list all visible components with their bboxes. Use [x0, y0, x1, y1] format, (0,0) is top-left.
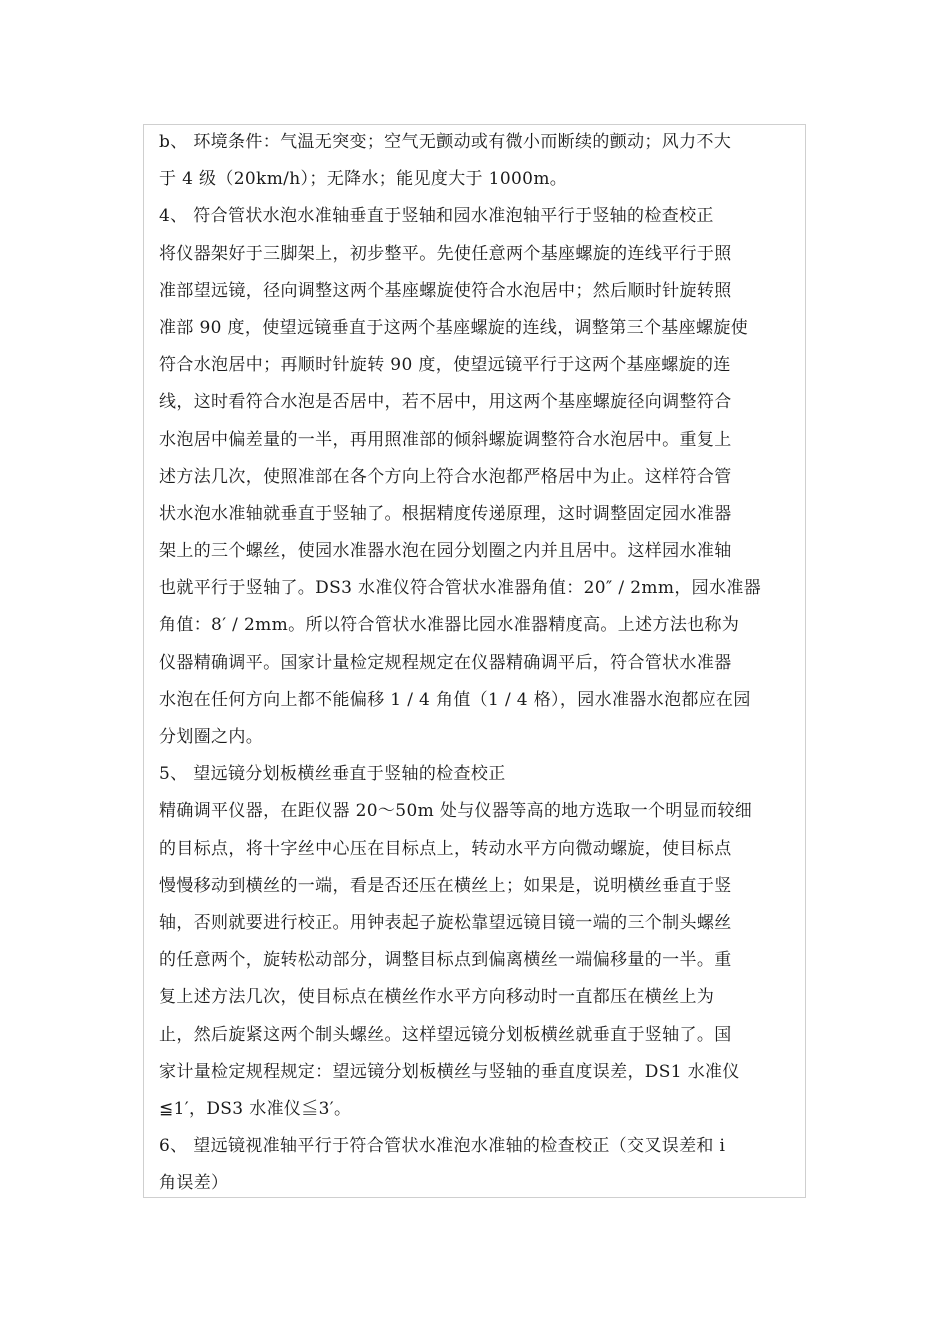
text-line: 线，这时看符合水泡是否居中，若不居中，用这两个基座螺旋径向调整符合	[159, 392, 732, 413]
document-body	[159, 124, 803, 1202]
text-line: 状水泡水准轴就垂直于竖轴了。根据精度传递原理，这时调整固定园水准器	[159, 503, 732, 524]
text-line: 架上的三个螺丝，使园水准器水泡在园分划圈之内并且居中。这样园水准轴	[159, 541, 732, 562]
section-heading: 5、 望远镜分划板横丝垂直于竖轴的检查校正	[159, 764, 506, 785]
text-line: 于 4 级（20km/h）；无降水；能见度大于 1000m。	[159, 169, 568, 190]
text-line: 水泡在任何方向上都不能偏移 1 / 4 角值（1 / 4 格），园水准器水泡都应在园	[159, 689, 751, 710]
text-line: 的目标点，将十字丝中心压在目标点上，转动水平方向微动螺旋，使目标点	[159, 838, 732, 859]
section-heading: 6、 望远镜视准轴平行于符合管状水准泡水准轴的检查校正（交叉误差和 i	[159, 1136, 726, 1157]
text-line: 慢慢移动到横丝的一端，看是否还压在横丝上；如果是，说明横丝垂直于竖	[159, 875, 732, 896]
text-line: 角误差）	[159, 1173, 229, 1194]
text-line: 准部 90 度，使望远镜垂直于这两个基座螺旋的连线，调整第三个基座螺旋使	[159, 317, 749, 338]
text-line: 仪器精确调平。国家计量检定规程规定在仪器精确调平后，符合管状水准器	[159, 652, 732, 673]
text-line: 分划圈之内。	[159, 727, 264, 747]
text-line: 将仪器架好于三脚架上，初步整平。先使任意两个基座螺旋的连线平行于照	[159, 243, 732, 264]
text-line: 述方法几次，使照准部在各个方向上符合水泡都严格居中为止。这样符合管	[159, 466, 732, 487]
text-line: 也就平行于竖轴了。DS3 水准仪符合管状水准器角值：20″ / 2mm，园水准器	[159, 578, 762, 599]
text-line: 家计量检定规程规定：望远镜分划板横丝与竖轴的垂直度误差，DS1 水准仪	[159, 1061, 740, 1082]
text-line: 精确调平仪器，在距仪器 20～50m 处与仪器等高的地方选取一个明显而较细	[159, 801, 753, 822]
text-line: 水泡居中偏差量的一半，再用照准部的倾斜螺旋调整符合水泡居中。重复上	[159, 429, 732, 450]
text-line: 的任意两个，旋转松动部分，调整目标点到偏离横丝一端偏移量的一半。重	[159, 950, 732, 971]
section-heading: 4、 符合管状水泡水准轴垂直于竖轴和园水准泡轴平行于竖轴的检查校正	[159, 206, 714, 227]
text-line: 轴，否则就要进行校正。用钟表起子旋松靠望远镜目镜一端的三个制头螺丝	[159, 912, 732, 933]
text-line: 准部望远镜，径向调整这两个基座螺旋使符合水泡居中；然后顺时针旋转照	[159, 280, 732, 301]
text-line: 角值：8′ / 2mm。所以符合管状水准器比园水准器精度高。上述方法也称为	[159, 615, 740, 636]
text-line: 符合水泡居中；再顺时针旋转 90 度，使望远镜平行于这两个基座螺旋的连	[159, 355, 731, 376]
text-line: 复上述方法几次，使目标点在横丝作水平方向移动时一直都压在横丝上为	[159, 987, 715, 1008]
text-line: ≦1′，DS3 水准仪≦3′。	[159, 1098, 352, 1119]
text-line: b、 环境条件：气温无突变；空气无颤动或有微小而断续的颤动；风力不大	[159, 132, 732, 152]
text-line: 止，然后旋紧这两个制头螺丝。这样望远镜分划板横丝就垂直于竖轴了。国	[159, 1024, 732, 1045]
